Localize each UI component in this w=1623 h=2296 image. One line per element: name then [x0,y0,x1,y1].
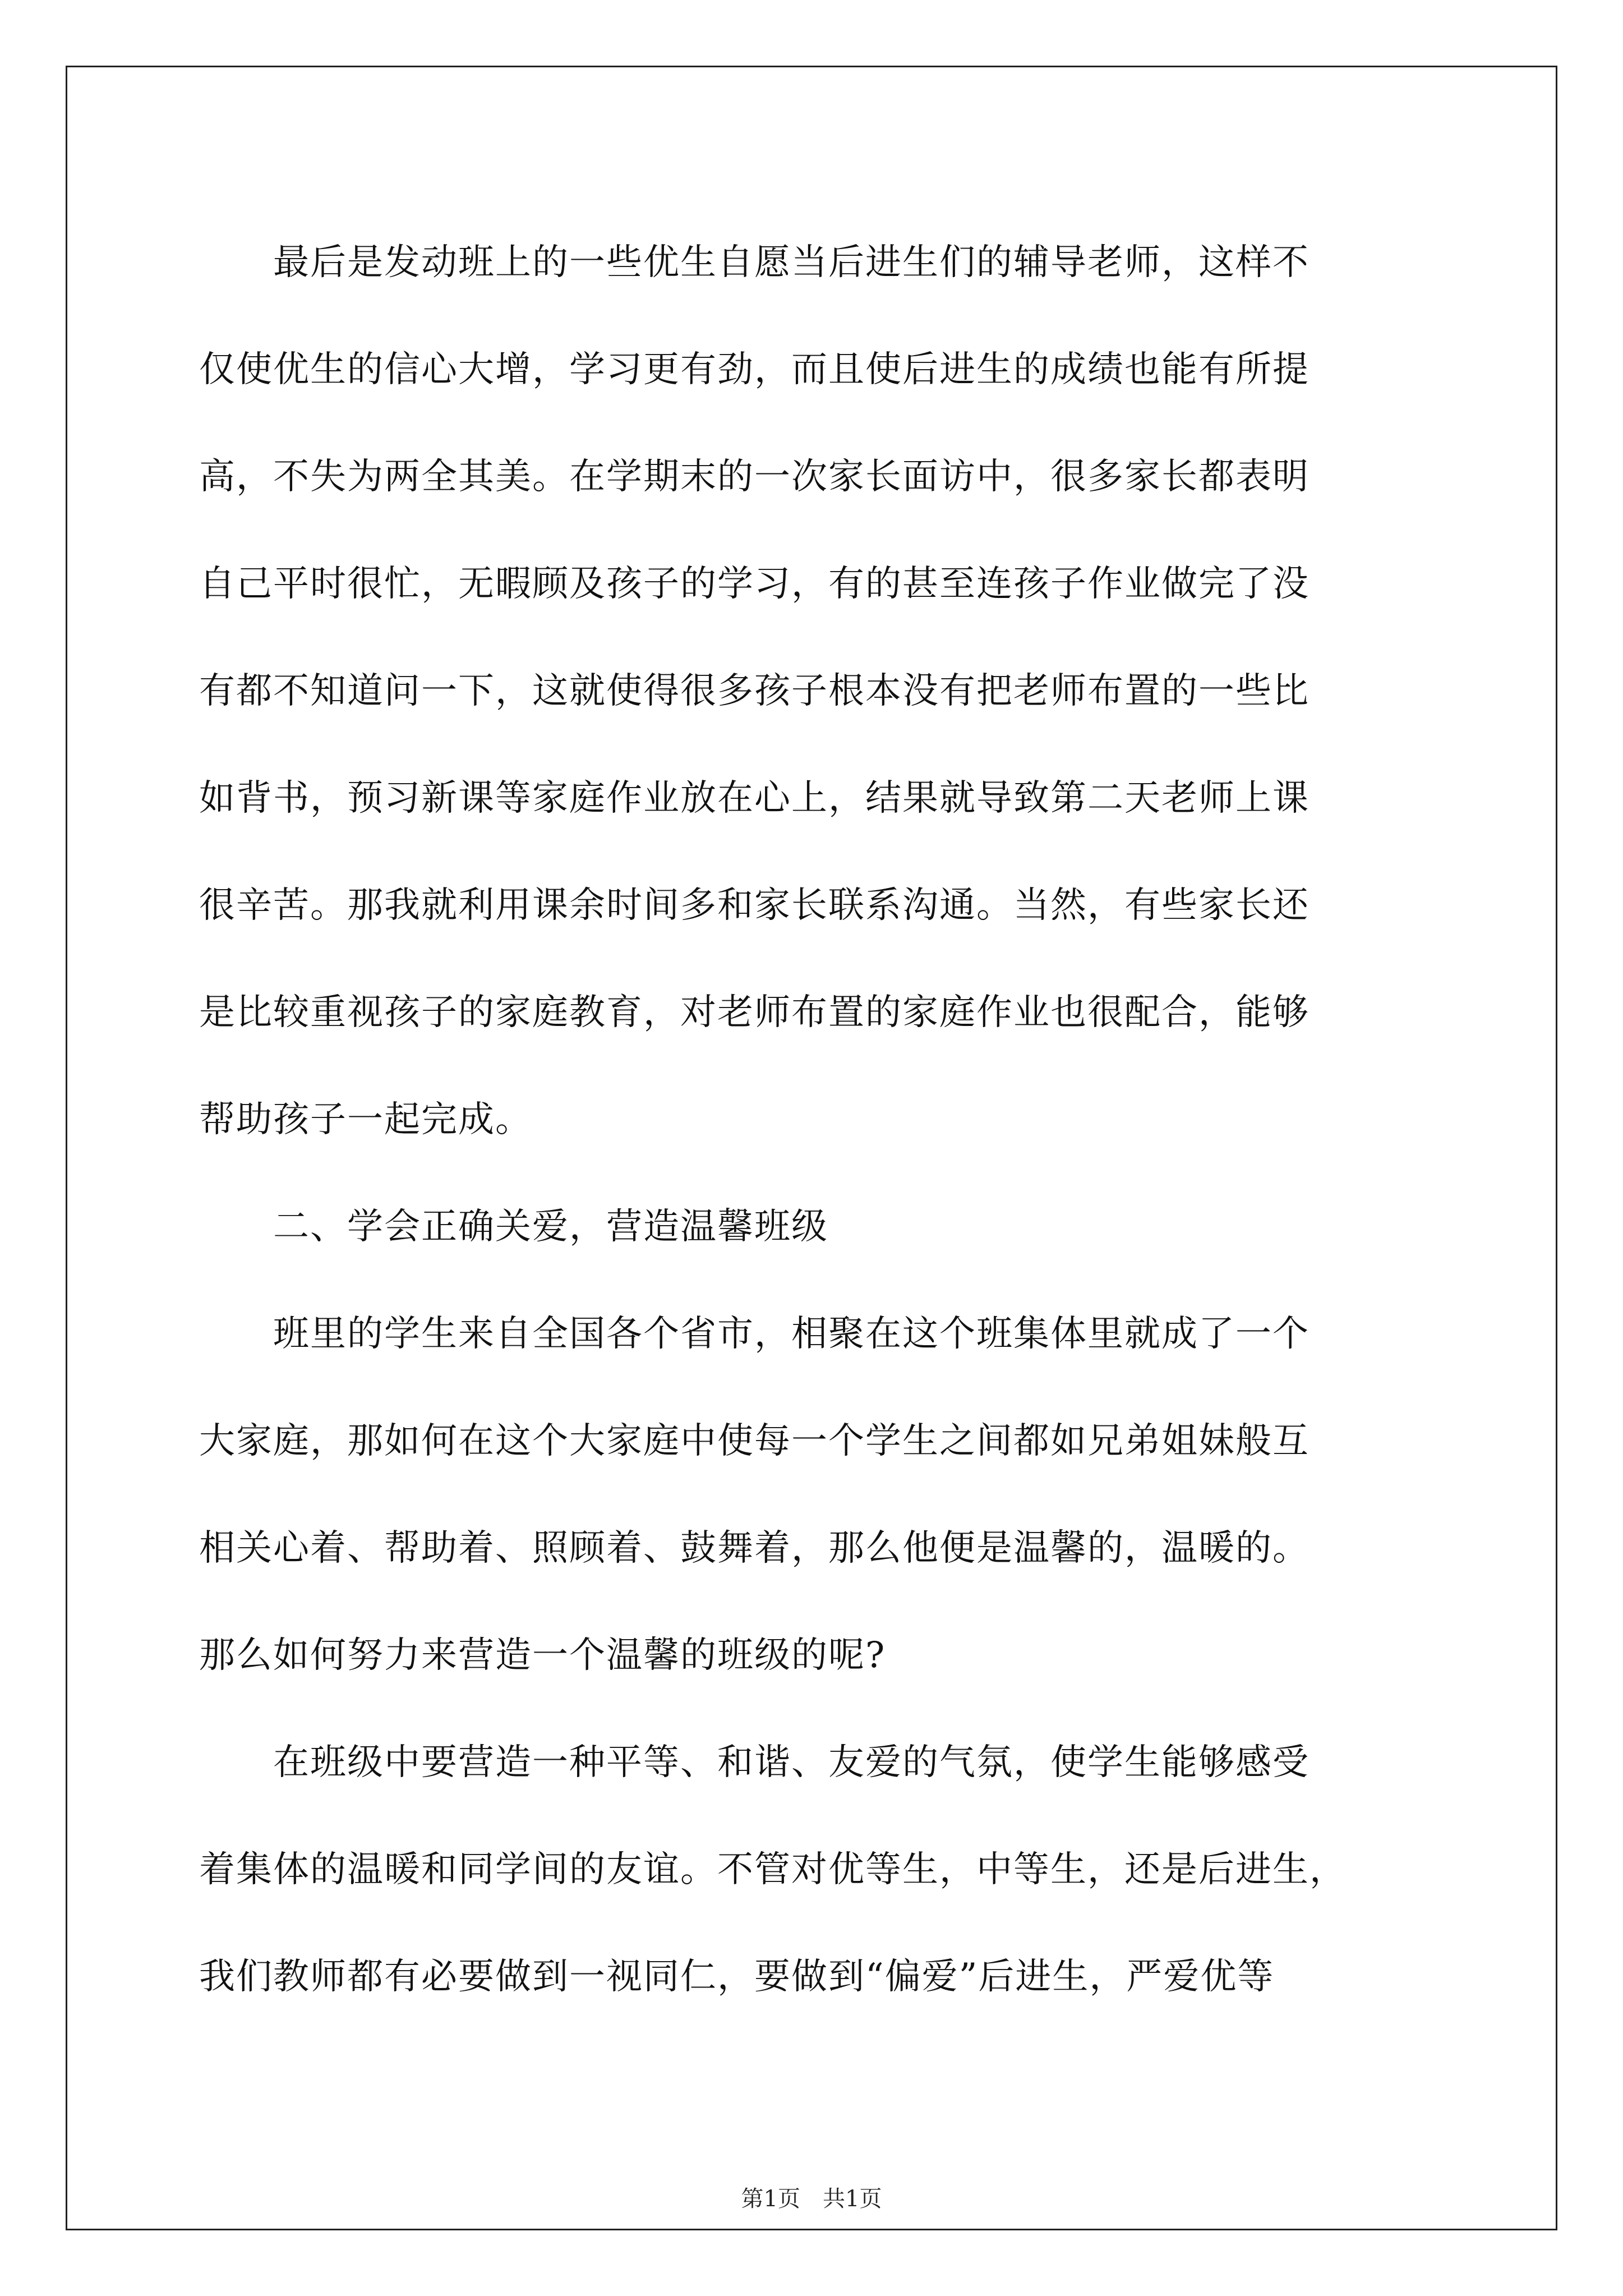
text-line-5: 有都不知道问一下，这就使得很多孩子根本没有把老师布置的一些比 [199,670,1310,712]
document-body [199,209,1423,2031]
text-line-8: 是比较重视孩子的家庭教育，对老师布置的家庭作业也很配合，能够 [199,992,1310,1033]
text-line-3: 高，不失为两全其美。在学期末的一次家长面访中，很多家长都表明 [199,456,1310,498]
text-line-7: 很辛苦。那我就利用课余时间多和家长联系沟通。当然，有些家长还 [199,885,1310,926]
text-line-4: 自己平时很忙，无暇顾及孩子的学习，有的甚至连孩子作业做完了没 [199,563,1310,605]
text-line-17: 我们教师都有必要做到一视同仁，要做到“偏爱”后进生，严爱优等 [199,1956,1275,1998]
page-footer: 第1页 共1页 [741,2186,882,2212]
text-line-16: 着集体的温暖和同学间的友谊。不管对优等生，中等生，还是后进生， [199,1849,1347,1890]
text-line-11: 班里的学生来自全国各个省市，相聚在这个班集体里就成了一个 [199,1313,1310,1355]
text-line-13: 相关心着、帮助着、照顾着、鼓舞着，那么他便是温馨的，温暖的。 [199,1527,1310,1569]
text-line-15: 在班级中要营造一种平等、和谐、友爱的气氛，使学生能够感受 [199,1742,1310,1783]
text-line-6: 如背书，预习新课等家庭作业放在心上，结果就导致第二天老师上课 [199,777,1310,819]
text-line-9: 帮助孩子一起完成。 [199,1099,532,1140]
text-line-2: 仅使优生的信心大增，学习更有劲，而且使后进生的成绩也能有所提 [199,349,1310,390]
section-heading: 二、学会正确关爱，营造温馨班级 [199,1206,828,1248]
text-line-14: 那么如何努力来营造一个温馨的班级的呢? [199,1635,886,1676]
text-line-12: 大家庭，那如何在这个大家庭中使每一个学生之间都如兄弟姐妹般互 [199,1420,1310,1462]
text-line-1: 最后是发动班上的一些优生自愿当后进生们的辅导老师，这样不 [199,242,1310,283]
